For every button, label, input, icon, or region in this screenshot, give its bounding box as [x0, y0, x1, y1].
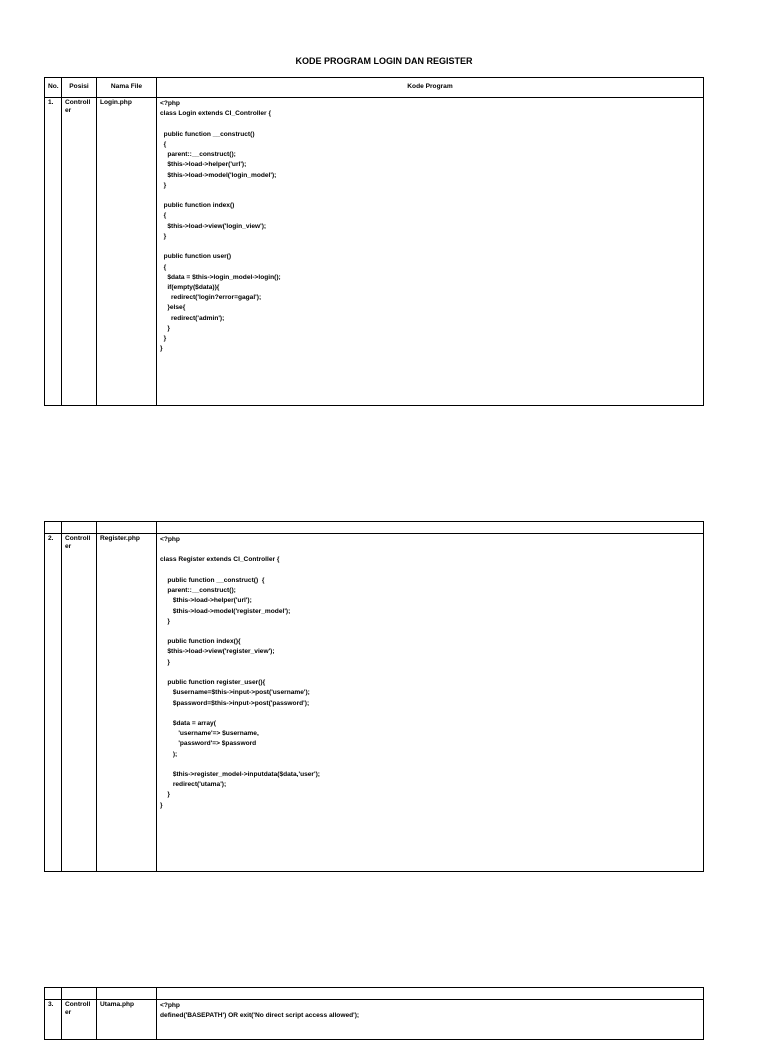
- row-nama-file: Login.php: [97, 98, 157, 406]
- table-row: [45, 98, 704, 406]
- table-header-row: [45, 78, 704, 98]
- header-no: No.: [45, 78, 62, 98]
- row-posisi: Controller: [62, 1000, 97, 1040]
- table-row: [45, 534, 704, 872]
- table-row: [45, 1000, 704, 1040]
- row-nama-file: Utama.php: [97, 1000, 157, 1040]
- code-table-1: [44, 77, 704, 406]
- row-posisi: Controller: [62, 98, 97, 406]
- table-spacer-row: [45, 522, 704, 534]
- row-posisi: Controller: [62, 534, 97, 872]
- code-table-2: [44, 521, 704, 872]
- header-nama-file: Nama File: [97, 78, 157, 98]
- row-no: 2.: [45, 534, 62, 872]
- row-kode-program: [157, 534, 704, 872]
- row-no: 3.: [45, 1000, 62, 1040]
- row-nama-file: Register.php: [97, 534, 157, 872]
- header-posisi: Posisi: [62, 78, 97, 98]
- row-kode-program: [157, 1000, 704, 1040]
- row-no: 1.: [45, 98, 62, 406]
- row-kode-program: [157, 98, 704, 406]
- table-spacer-row: [45, 988, 704, 1000]
- code-block: <?php defined('BASEPATH') OR exit('No direct script access allowed');: [160, 1002, 360, 1020]
- document-title: KODE PROGRAM LOGIN DAN REGISTER: [295, 56, 473, 66]
- code-block: <?php class Login extends CI_Controller { public function __construct() { parent::__construct(); $this->load->helper('url'); $this->load->model('login_model'); } public function index() { $this->load->view('login_view'); } public function user() { $data = $this->login_model->login(); if(empty($data)){ redirect('login?error=gagal'); }else{ redirect('admin'); } } }: [160, 100, 281, 353]
- header-kode-program: Kode Program: [157, 78, 704, 98]
- code-table-3: [44, 987, 704, 1040]
- code-block: <?php class Register extends CI_Controller { public function __construct() { parent::__construct(); $this->load->helper('url'); $this->load->model('register_model'); } public function index(){ $this->load->view('register_view'); } public function register_user(){ $username=$this->input->post('username'); $password=$this->input->post('password'); $data = array( 'username'=> $username, 'password'=> $password ); $this->register_model->inputdata($data,'user'); redirect('utama'); } }: [160, 536, 320, 809]
